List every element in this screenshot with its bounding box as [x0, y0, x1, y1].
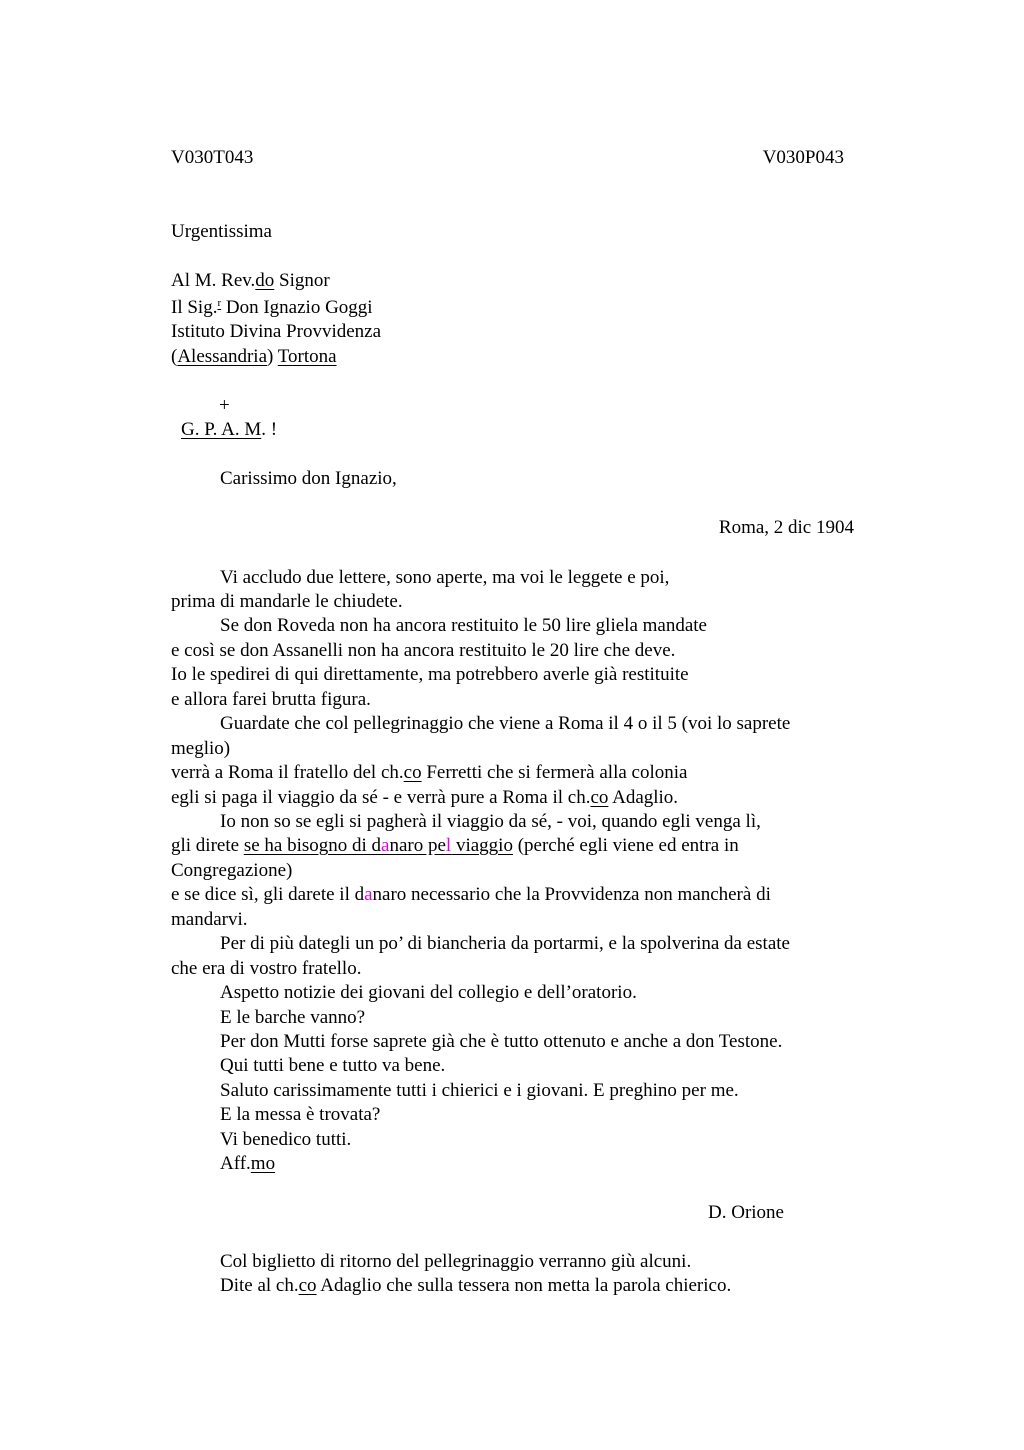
address-line-4: (Alessandria) Tortona: [171, 346, 337, 367]
document-code-right: V030P043: [762, 147, 844, 168]
body-line: Vi benedico tutti.: [220, 1129, 352, 1150]
body-line: Vi accludo due lettere, sono aperte, ma voi le leggete e poi,: [220, 567, 670, 588]
body-line: e così se don Assanelli non ha ancora restituito le 20 lire che deve.: [171, 640, 676, 661]
body-line: Per don Mutti forse saprete già che è tutto ottenuto e anche a don Testone.: [220, 1031, 783, 1052]
body-line: Qui tutti bene e tutto va bene.: [220, 1055, 446, 1076]
closing: Aff.mo: [220, 1153, 276, 1174]
body-line: mandarvi.: [171, 909, 248, 930]
document-code-left: V030T043: [171, 147, 254, 168]
body-line: e allora farei brutta figura.: [171, 689, 371, 710]
body-line: E la messa è trovata?: [220, 1104, 381, 1125]
place-date: Roma, 2 dic 1904: [718, 517, 854, 538]
body-line: Io non so se egli si pagherà il viaggio da sé, - voi, quando egli venga lì,: [220, 811, 761, 832]
body-line: verrà a Roma il fratello del ch.co Ferretti che si fermerà alla colonia: [171, 762, 688, 783]
body-line: Aspetto notizie dei giovani del collegio e dell’oratorio.: [220, 982, 637, 1003]
body-line: e se dice sì, gli darete il danaro necessario che la Provvidenza non mancherà di: [171, 884, 771, 905]
body-line: egli si paga il viaggio da sé - e verrà pure a Roma il ch.co Adaglio.: [171, 787, 679, 808]
body-line: che era di vostro fratello.: [171, 958, 362, 979]
body-line: prima di mandarle le chiudete.: [171, 591, 403, 612]
signature: D. Orione: [708, 1202, 784, 1223]
motto: G. P. A. M. !: [181, 419, 278, 440]
body-line: Per di più dategli un po’ di biancheria da portarmi, e la spolverina da estate: [220, 933, 790, 954]
body-line: gli direte se ha bisogno di danaro pel viaggio (perché egli viene ed entra in: [171, 835, 739, 856]
postscript-line: Dite al ch.co Adaglio che sulla tessera non metta la parola chierico.: [220, 1275, 732, 1296]
cross-symbol: +: [219, 395, 230, 416]
body-line: Guardate che col pellegrinaggio che viene a Roma il 4 o il 5 (voi lo saprete: [220, 713, 791, 734]
address-line-3: Istituto Divina Provvidenza: [171, 321, 382, 342]
address-line-1: Al M. Rev.do Signor: [171, 270, 330, 291]
body-line: meglio): [171, 738, 231, 759]
body-line: E le barche vanno?: [220, 1007, 366, 1028]
body-line: Saluto carissimamente tutti i chierici e i giovani. E preghino per me.: [220, 1080, 739, 1101]
body-line: Se don Roveda non ha ancora restituito le 50 lire gliela mandate: [220, 615, 707, 636]
body-line: Congregazione): [171, 860, 293, 881]
urgency-note: Urgentissima: [171, 221, 272, 242]
salutation: Carissimo don Ignazio,: [220, 468, 397, 489]
postscript-line: Col biglietto di ritorno del pellegrinaggio verranno giù alcuni.: [220, 1251, 692, 1272]
address-line-2: Il Sig.$^r$ Don Ignazio Goggi: [171, 297, 373, 318]
body-line: Io le spedirei di qui direttamente, ma potrebbero averle già restituite: [171, 664, 689, 685]
